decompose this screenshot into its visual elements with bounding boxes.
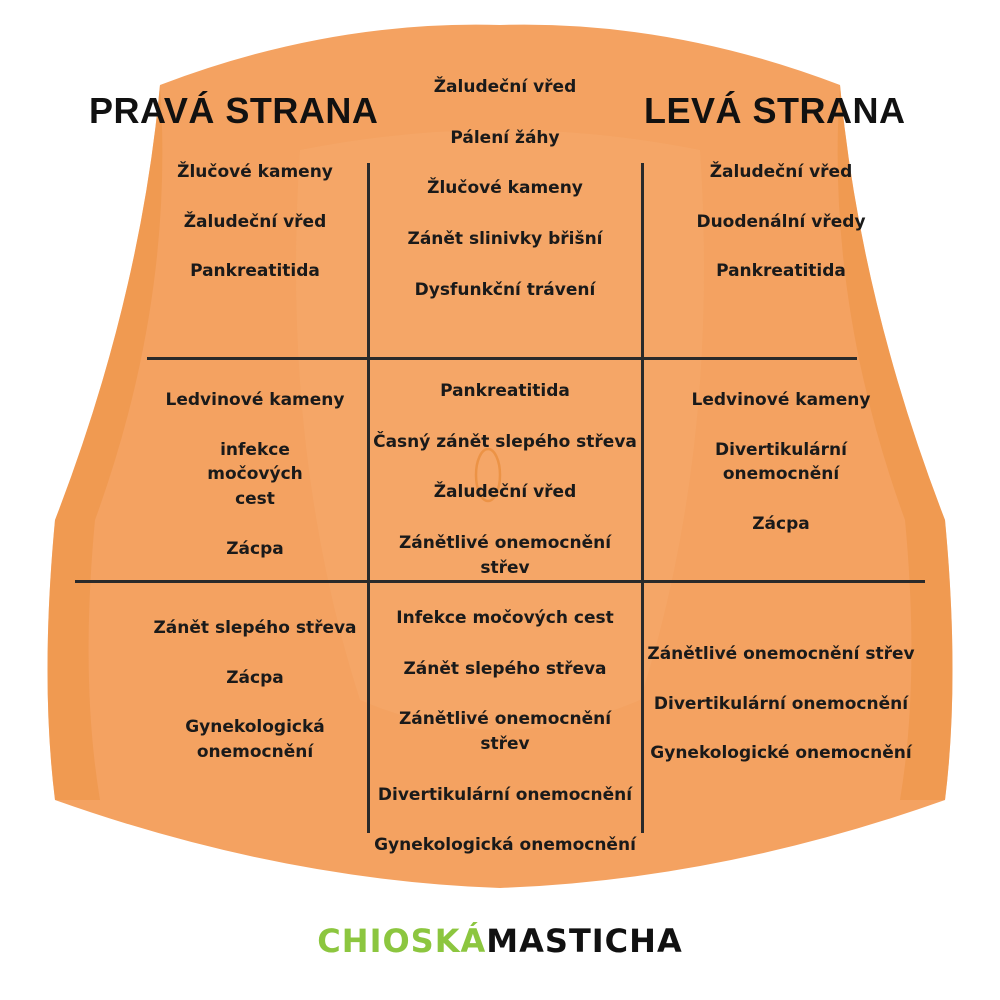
region-top-left [145,160,365,284]
condition-item: Pálení žáhy [450,127,560,148]
condition-item: Zácpa [226,667,284,688]
condition-item: Divertikulární onemocnění [377,784,633,805]
condition-item: Pankreatitida [190,261,320,282]
divider-horizontal-bottom [75,580,925,583]
condition-item: Zánět slepého střeva [403,658,607,679]
brand-logo [0,922,1000,960]
condition-item: Gynekologické onemocnění [650,743,912,764]
region-middle-center [372,379,638,580]
logo-part-masticha: MASTICHA [486,922,683,960]
condition-item: Divertikulární onemocnění [653,693,909,714]
region-bottom-left [145,616,365,765]
condition-item: Infekce močových cest [396,608,614,628]
region-bottom-center [372,606,638,858]
condition-item: Žlučové kameny [177,162,333,182]
divider-vertical-right [641,163,644,833]
condition-item: Zácpa [226,538,284,559]
condition-item: Divertikulární onemocnění [715,439,847,485]
condition-item: Ledvinové kameny [165,390,345,410]
condition-item: Pankreatitida [440,381,570,401]
condition-item: Zánět slinivky břišní [407,228,603,249]
condition-item: Žaludeční vřed [183,211,327,232]
region-middle-right [646,388,916,537]
condition-item: Duodenální vředy [696,211,866,232]
condition-item: Žaludeční vřed [709,162,853,182]
condition-item: Žlučové kameny [427,178,583,199]
condition-item: Gynekologická onemocnění [374,835,636,856]
logo-part-chioska: CHIOSKÁ [317,922,487,960]
condition-item: Dysfunkční trávení [414,279,596,300]
region-top-center [372,75,638,302]
divider-vertical-left [367,163,370,833]
condition-item: Zácpa [752,513,810,534]
heading-left-side: LEVÁ STRANA [644,90,906,131]
heading-right-side: PRAVÁ STRANA [89,90,379,131]
divider-horizontal-top [147,357,857,360]
condition-item: Časný zánět slepého střeva [373,431,637,452]
region-bottom-right [646,642,916,766]
condition-item: Zánětlivé onemocnění střev [398,532,612,578]
condition-item: Pankreatitida [716,261,846,282]
condition-item: Žaludeční vřed [433,77,577,97]
condition-item: Žaludeční vřed [433,482,577,503]
condition-item: Gynekologická onemocnění [185,717,325,762]
region-top-right [646,160,916,284]
region-middle-left [145,388,365,561]
condition-item: Ledvinové kameny [691,390,871,410]
condition-item: Zánětlivé onemocnění střev [398,709,612,754]
condition-item: infekce močových cest [207,439,303,509]
condition-item: Zánětlivé onemocnění střev [647,644,915,664]
condition-item: Zánět slepého střeva [153,618,357,638]
